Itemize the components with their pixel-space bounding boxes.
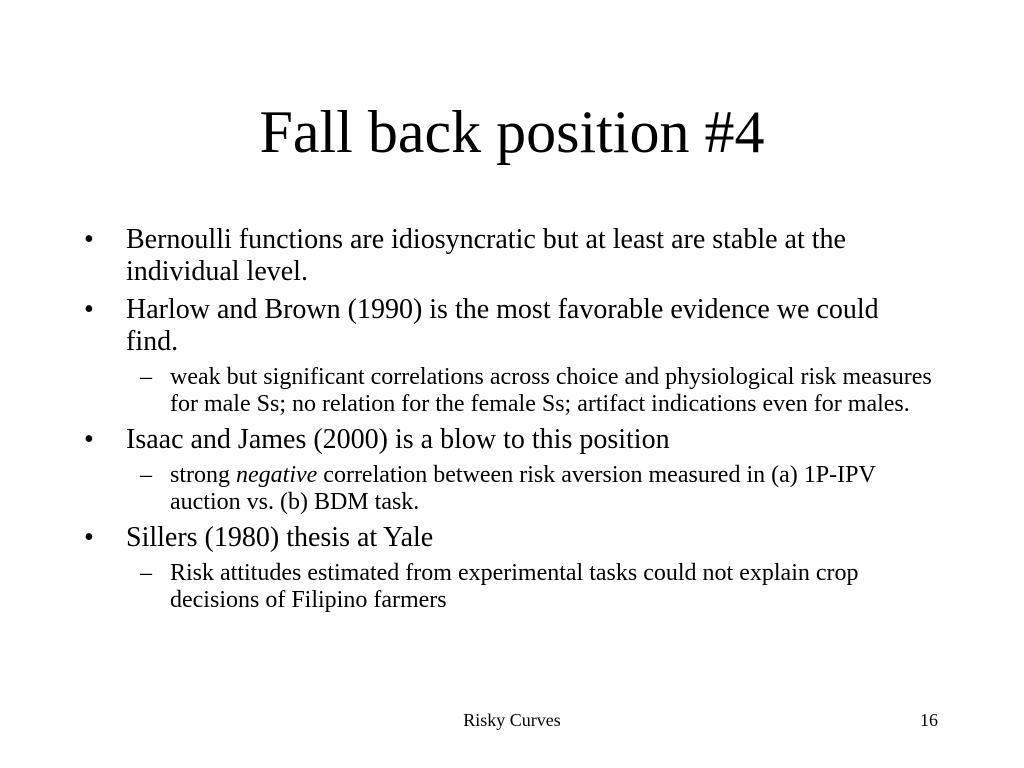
bullet-item-isaac-james <box>84 424 934 516</box>
bullet-text: Harlow and Brown (1990) is the most favorable evidence we could find. <box>126 294 879 357</box>
dash-marker: – <box>140 560 152 586</box>
bullet-marker: • <box>84 424 94 455</box>
sub-bullet-text: weak but significant correlations across choice and physiological risk measures for male Ss; no relation for the female Ss; artifact indications even for males. <box>170 364 932 417</box>
bullet-list <box>84 224 934 620</box>
bullet-item-harlow-brown <box>84 294 934 418</box>
dash-marker: – <box>140 364 152 390</box>
page-number: 16 <box>920 710 938 730</box>
sub-bullet-list <box>126 364 934 418</box>
sub-bullet-item <box>126 462 934 516</box>
sub-bullet-text-post: correlation between risk aversion measured in (a) 1P-IPV auction vs. (b) BDM task. <box>170 462 876 515</box>
sub-bullet-item <box>126 364 934 418</box>
slide-title: Fall back position #4 <box>259 99 765 165</box>
sub-bullet-list <box>126 462 934 516</box>
sub-bullet-text-pre: strong <box>170 462 236 488</box>
bullet-text: Bernoulli functions are idiosyncratic but at least are stable at the individual level. <box>126 224 846 287</box>
bullet-marker: • <box>84 224 94 255</box>
sub-bullet-item <box>126 560 934 614</box>
sub-bullet-list <box>126 560 934 614</box>
bullet-text: Sillers (1980) thesis at Yale <box>126 522 434 553</box>
dash-marker: – <box>140 462 152 488</box>
bullet-item-sillers <box>84 522 934 614</box>
bullet-marker: • <box>84 522 94 553</box>
sub-bullet-text: Risk attitudes estimated from experimental tasks could not explain crop decisions of Filipino farmers <box>170 560 859 613</box>
bullet-text: Isaac and James (2000) is a blow to this position <box>126 424 670 455</box>
emphasis-negative: negative <box>236 462 318 488</box>
footer-title: Risky Curves <box>463 710 561 730</box>
bullet-marker: • <box>84 294 94 325</box>
bullet-item-bernoulli <box>84 224 934 288</box>
